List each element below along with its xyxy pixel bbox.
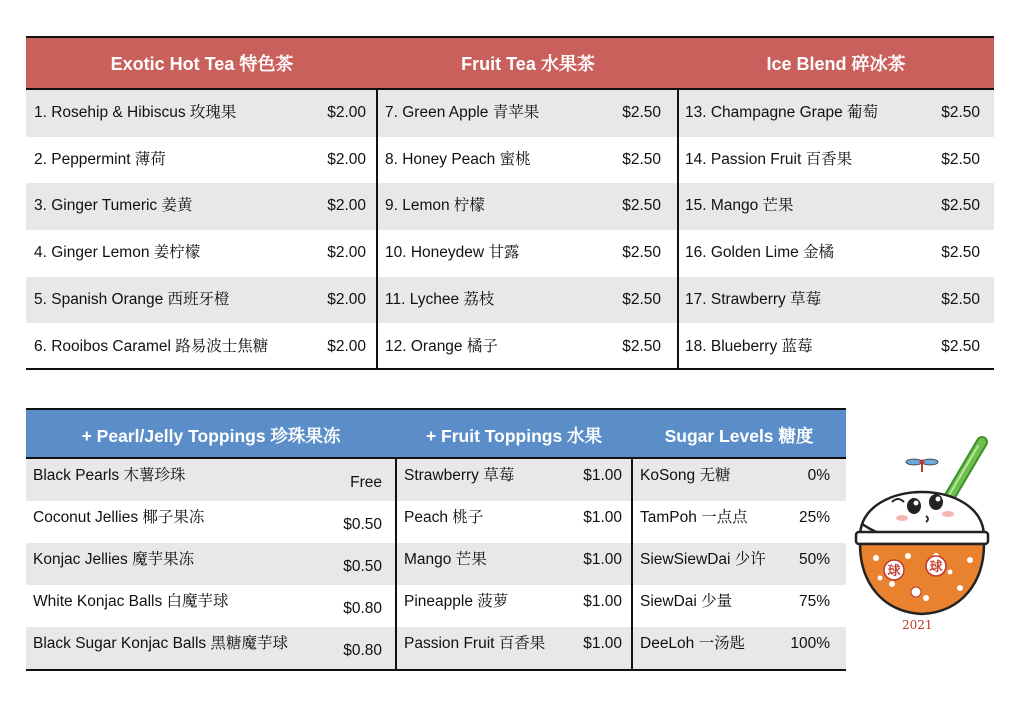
header-exotic-hot-tea: Exotic Hot Tea 特色茶 xyxy=(110,54,294,74)
item-name: 14. Passion Fruit 百香果 xyxy=(685,150,853,168)
cup-badge-text: 球 xyxy=(887,564,901,579)
header-pearl-jelly-toppings: + Pearl/Jelly Toppings 珍珠果冻 xyxy=(81,426,341,446)
item-price: $2.50 xyxy=(622,197,661,215)
item-name: 11. Lychee 荔枝 xyxy=(385,290,495,308)
topping-price: $1.00 xyxy=(583,551,622,568)
toppings-header xyxy=(26,410,846,459)
sugar-level-name: TamPoh 一点点 xyxy=(640,509,748,526)
item-price: $2.00 xyxy=(327,290,366,308)
item-name: 17. Strawberry 草莓 xyxy=(685,290,822,308)
sugar-level-name: SiewSiewDai 少许 xyxy=(640,551,766,568)
topping-price: $1.00 xyxy=(583,635,622,652)
sugar-level-name: SiewDai 少量 xyxy=(640,593,733,610)
topping-name: Passion Fruit 百香果 xyxy=(404,635,546,652)
table-row xyxy=(26,90,994,137)
sugar-level-name: KoSong 无糖 xyxy=(640,467,731,484)
column-divider xyxy=(677,90,679,370)
item-price: $2.50 xyxy=(622,337,661,355)
table-row xyxy=(26,543,846,585)
item-price: $2.50 xyxy=(622,150,661,168)
item-name: 10. Honeydew 甘露 xyxy=(385,244,520,262)
item-price: $2.50 xyxy=(941,337,980,355)
item-name: 18. Blueberry 蓝莓 xyxy=(685,337,813,355)
item-name: 1. Rosehip & Hibiscus 玫瑰果 xyxy=(34,104,237,121)
item-name: 7. Green Apple 青苹果 xyxy=(385,104,540,121)
item-name: 8. Honey Peach 蜜桃 xyxy=(385,150,531,168)
item-name: 16. Golden Lime 金橘 xyxy=(685,244,835,262)
cup-badge-text: 球 xyxy=(929,560,943,575)
topping-name: Pineapple 菠萝 xyxy=(404,593,509,610)
item-name: 9. Lemon 柠檬 xyxy=(385,197,485,215)
sugar-level-name: DeeLoh 一汤匙 xyxy=(640,635,746,652)
toppings-table xyxy=(26,408,846,671)
item-name: 3. Ginger Tumeric 姜黄 xyxy=(34,197,193,215)
item-price: $2.50 xyxy=(622,244,661,262)
tea-menu-header xyxy=(26,38,994,90)
item-name: 5. Spanish Orange 西班牙橙 xyxy=(34,290,230,308)
sugar-level-value: 25% xyxy=(798,509,830,526)
topping-price: $1.00 xyxy=(583,509,622,526)
topping-name: Konjac Jellies 魔芋果冻 xyxy=(33,551,195,568)
cup-small-badge xyxy=(911,587,921,597)
item-name: 4. Ginger Lemon 姜柠檬 xyxy=(34,244,201,262)
table-row xyxy=(26,137,994,184)
item-name: 2. Peppermint 薄荷 xyxy=(34,150,166,168)
item-name: 13. Champagne Grape 葡萄 xyxy=(685,104,878,121)
mascot-head xyxy=(860,492,984,537)
topping-name: Black Pearls 木薯珍珠 xyxy=(33,467,186,484)
logo-year: 2021 xyxy=(902,618,933,632)
item-price: $2.00 xyxy=(327,104,366,121)
topping-name: White Konjac Balls 白魔芋球 xyxy=(33,593,229,610)
item-price: $2.00 xyxy=(327,197,366,215)
item-name: 15. Mango 芒果 xyxy=(685,197,794,215)
topping-name: Peach 桃子 xyxy=(404,509,484,526)
table-row xyxy=(26,277,994,324)
column-divider xyxy=(376,90,378,370)
header-fruit-tea: Fruit Tea 水果茶 xyxy=(461,54,595,74)
item-price: $2.50 xyxy=(941,290,980,308)
item-name: 12. Orange 橘子 xyxy=(385,337,498,355)
bubble-tea-mascot-logo xyxy=(852,432,992,637)
table-row xyxy=(26,183,994,230)
topping-name: Strawberry 草莓 xyxy=(404,467,515,484)
topping-price: $1.00 xyxy=(583,467,622,484)
table-row xyxy=(26,627,846,669)
topping-name: Black Sugar Konjac Balls 黑糖魔芋球 xyxy=(33,635,288,652)
item-price: $2.50 xyxy=(622,290,661,308)
topping-name: Mango 芒果 xyxy=(404,551,487,568)
item-price: $2.00 xyxy=(327,337,366,355)
sugar-level-value: 100% xyxy=(790,635,830,652)
sugar-level-value: 0% xyxy=(807,467,830,484)
topping-price: $0.80 xyxy=(343,600,382,617)
sugar-level-value: 75% xyxy=(798,593,830,610)
header-fruit-toppings: + Fruit Toppings 水果 xyxy=(425,426,603,446)
item-price: $2.50 xyxy=(941,244,980,262)
item-price: $2.00 xyxy=(327,150,366,168)
topping-price: $0.50 xyxy=(343,558,382,575)
header-sugar-levels: Sugar Levels 糖度 xyxy=(664,426,814,446)
header-ice-blend: Ice Blend 碎冰茶 xyxy=(766,54,906,74)
propeller-icon xyxy=(906,459,938,472)
table-row xyxy=(26,501,846,543)
column-divider xyxy=(631,459,633,671)
tea-menu-table xyxy=(26,36,994,370)
topping-price: $0.50 xyxy=(343,516,382,533)
topping-price: $1.00 xyxy=(583,593,622,610)
sugar-level-value: 50% xyxy=(798,551,830,568)
item-price: $2.50 xyxy=(622,104,661,121)
cup-rim xyxy=(856,532,988,544)
table-row xyxy=(26,230,994,277)
topping-price: $0.80 xyxy=(343,642,382,659)
item-price: $2.50 xyxy=(941,197,980,215)
item-price: $2.00 xyxy=(327,244,366,262)
table-row xyxy=(26,585,846,627)
item-price: $2.50 xyxy=(941,104,980,121)
topping-price: Free xyxy=(350,474,382,491)
table-row xyxy=(26,459,846,501)
column-divider xyxy=(395,459,397,671)
item-name: 6. Rooibos Caramel 路易波士焦糖 xyxy=(34,337,269,355)
table-row xyxy=(26,324,994,371)
item-price: $2.50 xyxy=(941,150,980,168)
topping-name: Coconut Jellies 椰子果冻 xyxy=(33,509,205,526)
